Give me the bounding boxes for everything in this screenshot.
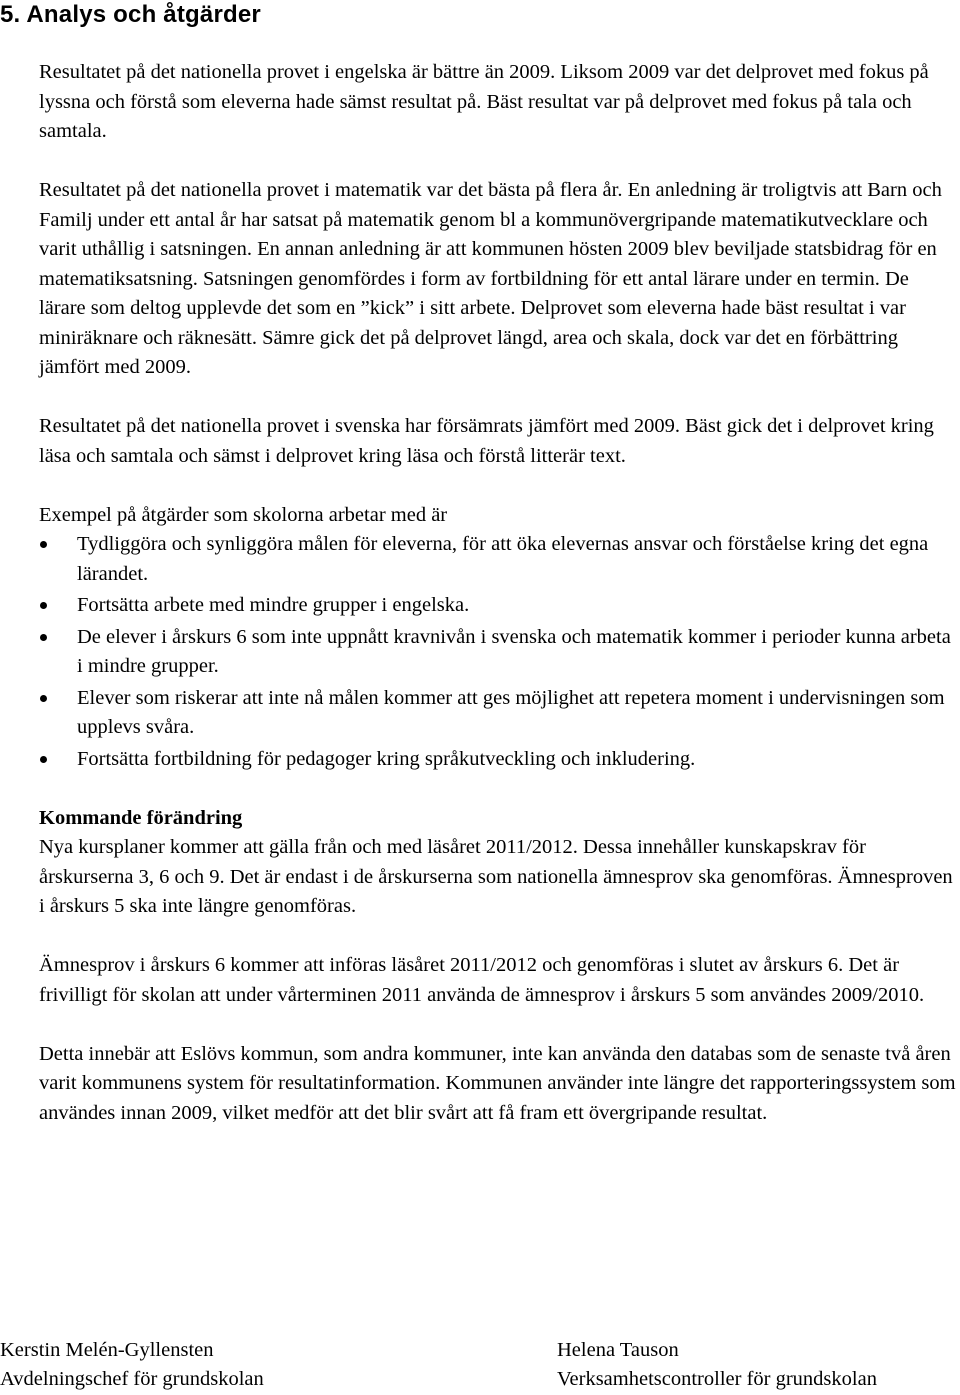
subheading-upcoming-changes: Kommande förändring: [39, 806, 243, 829]
list-item: [39, 530, 960, 589]
bullet-icon: [40, 634, 47, 641]
list-item: [39, 623, 960, 682]
paragraph-swedish: Resultatet på det nationella provet i svenska har försämrats jämfört med 2009. Bäst gick det i delprovet kring läsa och samtala och sämst i delprovet kring läsa och förstå litterär text.: [39, 415, 934, 467]
bullet-icon: [40, 541, 47, 548]
measures-list: [39, 530, 960, 774]
bullet-icon: [40, 695, 47, 702]
signature-title: Avdelningschef för grundskolan: [0, 1368, 264, 1390]
signature-left: [0, 1336, 264, 1394]
signature-name: Helena Tauson: [557, 1339, 679, 1361]
bullet-icon: [40, 756, 47, 763]
signature-right: [557, 1336, 877, 1394]
list-item: [39, 745, 960, 775]
measures-intro: Exempel på åtgärder som skolorna arbetar med är: [39, 503, 448, 526]
list-item-text: De elever i årskurs 6 som inte uppnått kravnivån i svenska och matematik kommer i perioder kunna arbeta i mindre grupper.: [77, 625, 951, 677]
signature-title: Verksamhetscontroller för grundskolan: [557, 1368, 877, 1390]
list-item: [39, 591, 960, 621]
document-body: [39, 58, 960, 1158]
paragraph-english: Resultatet på det nationella provet i engelska är bättre än 2009. Liksom 2009 var det delprovet med fokus på lyssna och förstå som eleverna hade sämst resultat på. Bäst resultat var på delprovet med fokus på tala och samtala.: [39, 61, 929, 142]
list-item-text: Elever som riskerar att inte nå målen kommer att ges möjlighet att repetera moment i undervisningen som upplevs svåra.: [77, 686, 945, 738]
list-item-text: Fortsätta arbete med mindre grupper i engelska.: [77, 594, 470, 616]
list-item-text: Tydliggöra och synliggöra målen för eleverna, för att öka elevernas ansvar och förståelse kring det egna lärandet.: [77, 533, 929, 585]
paragraph-grade6-tests: Ämnesprov i årskurs 6 kommer att införas läsåret 2011/2012 och genomföras i slutet av årskurs 6. Det är frivilligt för skolan att under vårterminen 2011 använda de ämnesprov i årskurs 5 som användes 2009/2010.: [39, 954, 925, 1006]
paragraph-database: Detta innebär att Eslövs kommun, som andra kommuner, inte kan använda den databas som de senaste två åren varit kommunens system för resultatinformation. Kommunen använder inte längre det rapporteringssystem som användes innan 2009, vilket medför att det blir svårt att få fram ett övergripande resultat.: [39, 1042, 956, 1124]
list-item: [39, 684, 960, 743]
list-item-text: Fortsätta fortbildning för pedagoger kring språkutveckling och inkludering.: [77, 747, 696, 770]
paragraph-math: Resultatet på det nationella provet i matematik var det bästa på flera år. En anledning är troligtvis att Barn och Familj under ett antal år har satsat på matematik genom bl a kommunövergripande matematikutvecklare och varit uthållig i satsningen. En annan anledning är att kommunen hösten 2009 blev beviljade statsbidrag för en matematiksatsning. Satsningen genomfördes i form av fortbildning för ett antal lärare under en termin. De lärare som deltog upplevde det som en ”kick” i sitt arbete. Delprovet som eleverna hade bäst resultat i var miniräknare och räknesätt. Sämre gick det på delprovet längd, area och skala, dock var det en förbättring jämfört med 2009.: [39, 179, 942, 378]
bullet-icon: [40, 602, 47, 609]
signature-name: Kerstin Melén-Gyllensten: [0, 1339, 214, 1361]
section-heading: 5. Analys och åtgärder: [0, 1, 261, 28]
paragraph-curricula: Nya kursplaner kommer att gälla från och med läsåret 2011/2012. Dessa innehåller kunskapskrav för årskurserna 3, 6 och 9. Det är endast i de årskurserna som nationella ämnesprov ska genomföras. Ämnesproven i årskurs 5 ska inte längre genomföras.: [39, 836, 953, 917]
